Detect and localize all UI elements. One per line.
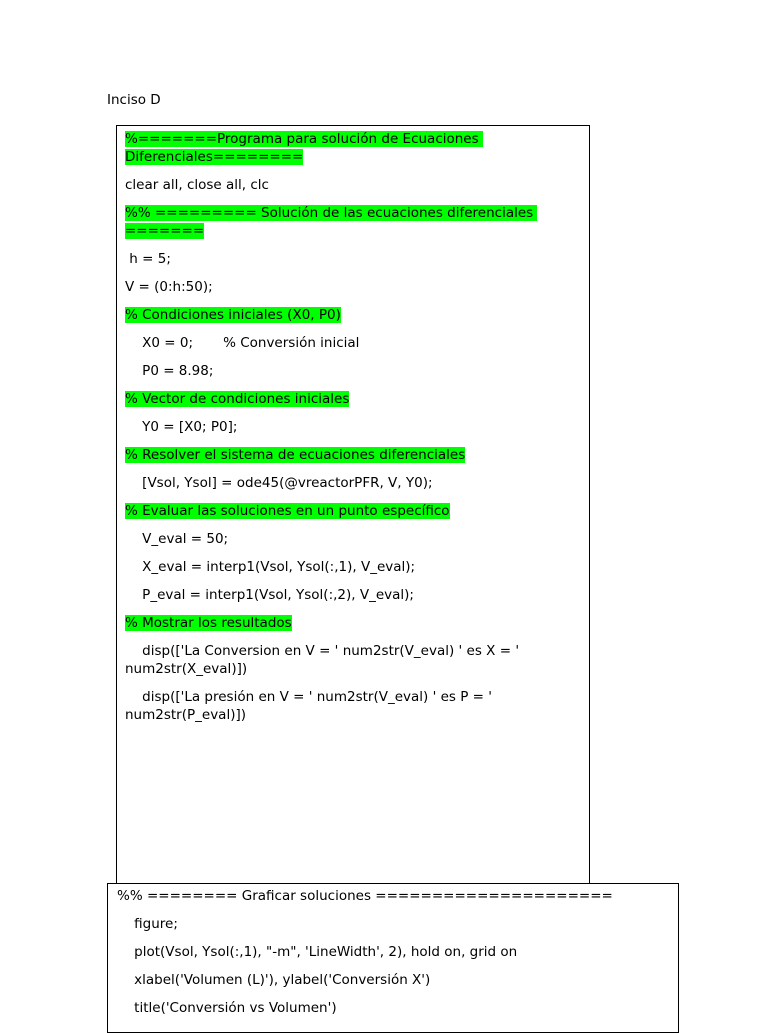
code-line bbox=[117, 915, 667, 933]
comment-highlight: %% ========= Solución de las ecuaciones diferenciales ======= bbox=[125, 205, 538, 239]
code-text: disp(['La presión en V = ' num2str(V_eval) ' es P = ' num2str(P_eval)]) bbox=[125, 689, 497, 723]
code-line bbox=[117, 971, 667, 989]
code-line bbox=[125, 204, 565, 240]
comment-highlight: % Vector de condiciones iniciales bbox=[125, 391, 350, 407]
code-line bbox=[125, 130, 565, 166]
comment-highlight: % Evaluar las soluciones en un punto específico bbox=[125, 503, 450, 519]
comment-highlight: %=======Programa para solución de Ecuaciones Diferenciales======== bbox=[125, 131, 483, 165]
code-line bbox=[117, 887, 667, 905]
code-text: V_eval = 50; bbox=[125, 531, 229, 547]
code-line bbox=[125, 446, 565, 464]
comment-highlight: % Resolver el sistema de ecuaciones diferenciales bbox=[125, 447, 466, 463]
code-text: P_eval = interp1(Vsol, Ysol(:,2), V_eval); bbox=[125, 587, 414, 603]
page-heading: Inciso D bbox=[107, 92, 161, 108]
code-line bbox=[125, 688, 565, 724]
code-text: X_eval = interp1(Vsol, Ysol(:,1), V_eval); bbox=[125, 559, 416, 575]
code-text: title('Conversión vs Volumen') bbox=[117, 1000, 337, 1016]
code-text: clear all, close all, clc bbox=[125, 177, 269, 193]
code-text: Y0 = [X0; P0]; bbox=[125, 419, 238, 435]
code-line bbox=[125, 306, 565, 324]
code-line bbox=[125, 586, 565, 604]
code-line bbox=[125, 390, 565, 408]
code-line bbox=[125, 250, 565, 268]
code-line bbox=[125, 614, 565, 632]
code-text: disp(['La Conversion en V = ' num2str(V_eval) ' es X = ' num2str(X_eval)]) bbox=[125, 643, 524, 677]
code-block-plot bbox=[107, 883, 679, 1033]
code-text: V = (0:h:50); bbox=[125, 279, 213, 295]
code-line bbox=[125, 362, 565, 380]
code-line bbox=[117, 999, 667, 1017]
code-text: %% ======== Graficar soluciones ===================== bbox=[117, 888, 613, 904]
code-text: P0 = 8.98; bbox=[125, 363, 214, 379]
code-text: figure; bbox=[117, 916, 178, 932]
code-text: X0 = 0; % Conversión inicial bbox=[125, 335, 360, 351]
comment-highlight: % Condiciones iniciales (X0, P0) bbox=[125, 307, 341, 323]
code-line bbox=[117, 943, 667, 961]
code-block-main bbox=[116, 125, 590, 885]
code-text: [Vsol, Ysol] = ode45(@vreactorPFR, V, Y0); bbox=[125, 475, 433, 491]
code-line bbox=[125, 474, 565, 492]
code-line bbox=[125, 558, 565, 576]
code-text: xlabel('Volumen (L)'), ylabel('Conversión X') bbox=[117, 972, 431, 988]
code-line bbox=[125, 530, 565, 548]
code-line bbox=[125, 278, 565, 296]
comment-highlight: % Mostrar los resultados bbox=[125, 615, 292, 631]
code-text: h = 5; bbox=[125, 251, 171, 267]
code-line bbox=[125, 642, 565, 678]
code-text: plot(Vsol, Ysol(:,1), "-m", 'LineWidth', 2), hold on, grid on bbox=[117, 944, 518, 960]
code-line bbox=[125, 418, 565, 436]
code-line bbox=[125, 334, 565, 352]
code-line bbox=[125, 176, 565, 194]
code-line bbox=[125, 502, 565, 520]
